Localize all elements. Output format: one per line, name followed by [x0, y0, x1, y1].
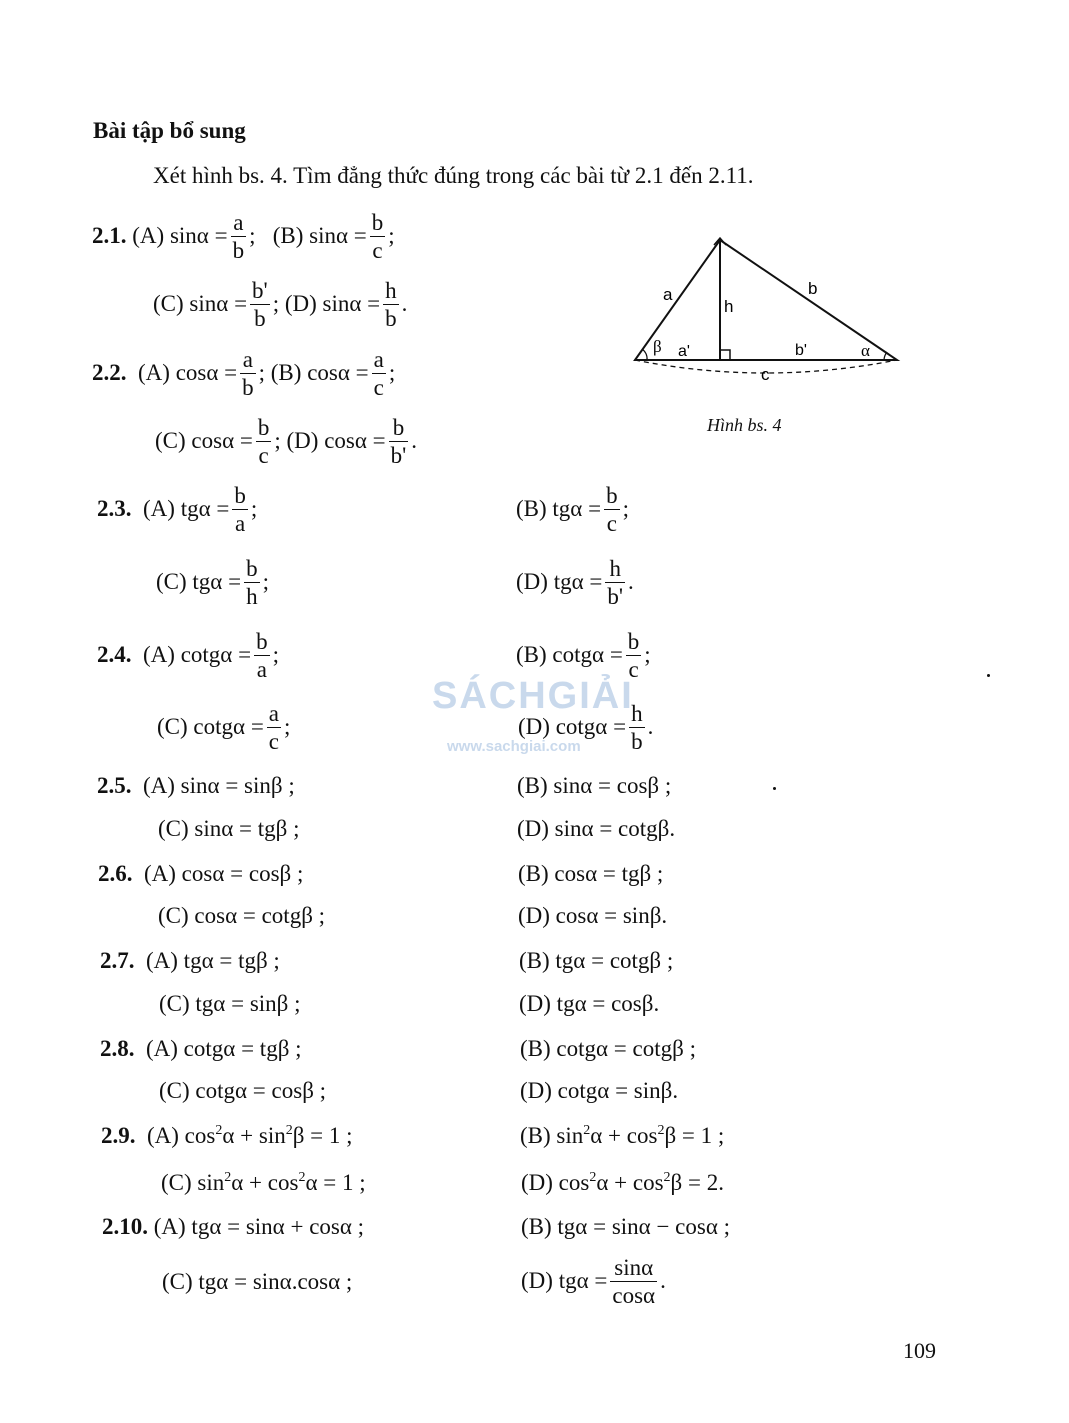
exercise-2-2-row-1: 2.2. (A) cosα = $\frac{a}{b}$ ; (B) cosα = $\frac{a}{c}$ ;	[92, 346, 396, 400]
exercise-number: 2.2.	[92, 360, 127, 385]
exercise-2-6-option-d: (D) cosα = sinβ.	[518, 903, 668, 928]
section-title: Bài tập bổ sung	[93, 118, 246, 143]
exercise-2-8-row-1: 2.8. (A) cotgα = tgβ ;	[100, 1036, 302, 1061]
fraction: $\frac{b}{h}$	[246, 555, 258, 609]
exercise-2-3-option-c: (C) tgα = $\frac{b}{h}$ ;	[156, 555, 269, 609]
exercise-2-7-option-c: (C) tgα = sinβ ;	[159, 991, 301, 1016]
exercise-2-1-row-2: (C) sinα = $\frac{b'}{b}$ ; (D) sinα = $\frac{h}{b}$ .	[153, 277, 408, 331]
exercise-2-9-row-1: 2.9. (A) $\cos^2\alpha + \sin^2\beta = 1$ ;	[101, 1123, 353, 1148]
figure-caption: Hình bs. 4	[707, 415, 782, 435]
exercise-2-6-option-b: (B) cosα = tgβ ;	[518, 861, 664, 886]
exercise-number: 2.4.	[97, 642, 132, 667]
fraction: $\frac{b}{c}$	[606, 482, 618, 536]
exercise-2-3-option-b: (B) tgα = $\frac{b}{c}$ ;	[516, 482, 629, 536]
exercise-2-4-row-1: 2.4. (A) cotgα = $\frac{b}{a}$ ;	[97, 628, 279, 682]
exercise-2-10-option-c: (C) tgα = sinα.cosα ;	[162, 1269, 353, 1294]
exercise-2-6-option-c: (C) cosα = cotgβ ;	[158, 903, 326, 928]
speck	[773, 787, 776, 790]
speck	[987, 674, 990, 677]
exercise-2-10-option-b: (B) tgα = sinα − cosα ;	[521, 1214, 731, 1239]
fraction: $\frac{a}{b}$	[232, 209, 245, 263]
exercise-2-6-row-1: 2.6. (A) cosα = cosβ ;	[98, 861, 304, 886]
exercise-number: 2.6.	[98, 861, 133, 886]
fraction: $\frac{b'}{b}$	[252, 277, 268, 331]
fraction: $\frac{b}{a}$	[256, 628, 268, 682]
exercise-number: 2.1.	[92, 223, 127, 248]
fraction: $\frac{h}{b}$	[631, 700, 643, 754]
label-alpha: α	[861, 341, 870, 360]
exercise-2-7-option-d: (D) tgα = cosβ.	[519, 991, 660, 1016]
label-b: b	[808, 279, 818, 298]
label-c: c	[761, 365, 770, 384]
exercise-number: 2.10.	[102, 1214, 148, 1239]
fraction: $\frac{h}{b'}$	[607, 555, 624, 609]
fraction: $\frac{h}{b}$	[385, 277, 397, 331]
label-beta: β	[653, 337, 662, 356]
fraction: $\frac{b}{c}$	[371, 209, 384, 263]
exercise-2-8-option-b: (B) cotgα = cotgβ ;	[520, 1036, 696, 1061]
label-b-prime: b'	[795, 342, 807, 359]
label-a-prime: a'	[678, 343, 690, 360]
exercise-2-5-option-b: (B) sinα = cosβ ;	[517, 773, 672, 798]
exercise-2-9-option-c: (C) $\sin^2\alpha + \cos^2\alpha = 1$ ;	[161, 1170, 366, 1195]
fraction: $\frac{\sin\alpha}{\cos\alpha}$	[612, 1254, 656, 1308]
exercise-number: 2.9.	[101, 1123, 136, 1148]
exercise-2-8-option-c: (C) cotgα = cosβ ;	[159, 1078, 327, 1103]
intro-text: Xét hình bs. 4. Tìm đẳng thức đúng trong các bài từ 2.1 đến 2.11.	[153, 163, 754, 188]
exercise-number: 2.8.	[100, 1036, 135, 1061]
exercise-2-4-option-d: (D) cotgα = $\frac{h}{b}$ .	[518, 700, 654, 754]
label-a: a	[663, 285, 673, 304]
exercise-2-7-option-b: (B) tgα = cotgβ ;	[519, 948, 674, 973]
exercise-2-5-row-1: 2.5. (A) sinα = sinβ ;	[97, 773, 295, 798]
exercise-2-3-row-1: 2.3. (A) tgα = $\frac{b}{a}$ ;	[97, 482, 258, 536]
triangle-figure	[625, 228, 915, 388]
label-h: h	[724, 297, 734, 316]
exercise-2-1-row-1: 2.1. (A) sinα = $\frac{a}{b}$ ; (B) sinα = $\frac{b}{c}$ ;	[92, 209, 395, 263]
exercise-2-9-option-b: (B) $\sin^2\alpha + \cos^2\beta = 1$ ;	[520, 1123, 725, 1148]
fraction: $\frac{b}{b'}$	[390, 414, 407, 468]
exercise-2-2-row-2: (C) cosα = $\frac{b}{c}$ ; (D) cosα = $\frac{b}{b'}$ .	[155, 414, 418, 468]
exercise-2-10-row-1: 2.10. (A) tgα = sinα + cosα ;	[102, 1214, 365, 1239]
fraction: $\frac{a}{c}$	[268, 700, 280, 754]
fraction: $\frac{a}{c}$	[373, 346, 384, 400]
exercise-2-10-option-d: (D) tgα = $\frac{\sin\alpha}{\cos\alpha}$ .	[521, 1254, 666, 1308]
exercise-number: 2.7.	[100, 948, 135, 973]
exercise-2-5-option-c: (C) sinα = tgβ ;	[158, 816, 300, 841]
exercise-number: 2.5.	[97, 773, 132, 798]
exercise-2-7-row-1: 2.7. (A) tgα = tgβ ;	[100, 948, 280, 973]
fraction: $\frac{b}{c}$	[627, 628, 640, 682]
fraction: $\frac{b}{a}$	[234, 482, 246, 536]
exercise-2-3-option-d: (D) tgα = $\frac{h}{b'}$ .	[516, 555, 634, 609]
watermark-url: www.sachgiai.com	[447, 738, 581, 755]
exercise-2-9-option-d: (D) $\cos^2\alpha + \cos^2\beta = 2$.	[521, 1170, 724, 1195]
exercise-number: 2.3.	[97, 496, 132, 521]
exercise-2-4-option-b: (B) cotgα = $\frac{b}{c}$ ;	[516, 628, 651, 682]
fraction: $\frac{a}{b}$	[242, 346, 254, 400]
page-number: 109	[903, 1338, 936, 1363]
exercise-2-8-option-d: (D) cotgα = sinβ.	[520, 1078, 679, 1103]
watermark-brand: SÁCHGIẢI	[432, 675, 634, 717]
exercise-2-5-option-d: (D) sinα = cotgβ.	[517, 816, 676, 841]
fraction: $\frac{b}{c}$	[257, 414, 270, 468]
exercise-2-4-option-c: (C) cotgα = $\frac{a}{c}$ ;	[157, 700, 291, 754]
